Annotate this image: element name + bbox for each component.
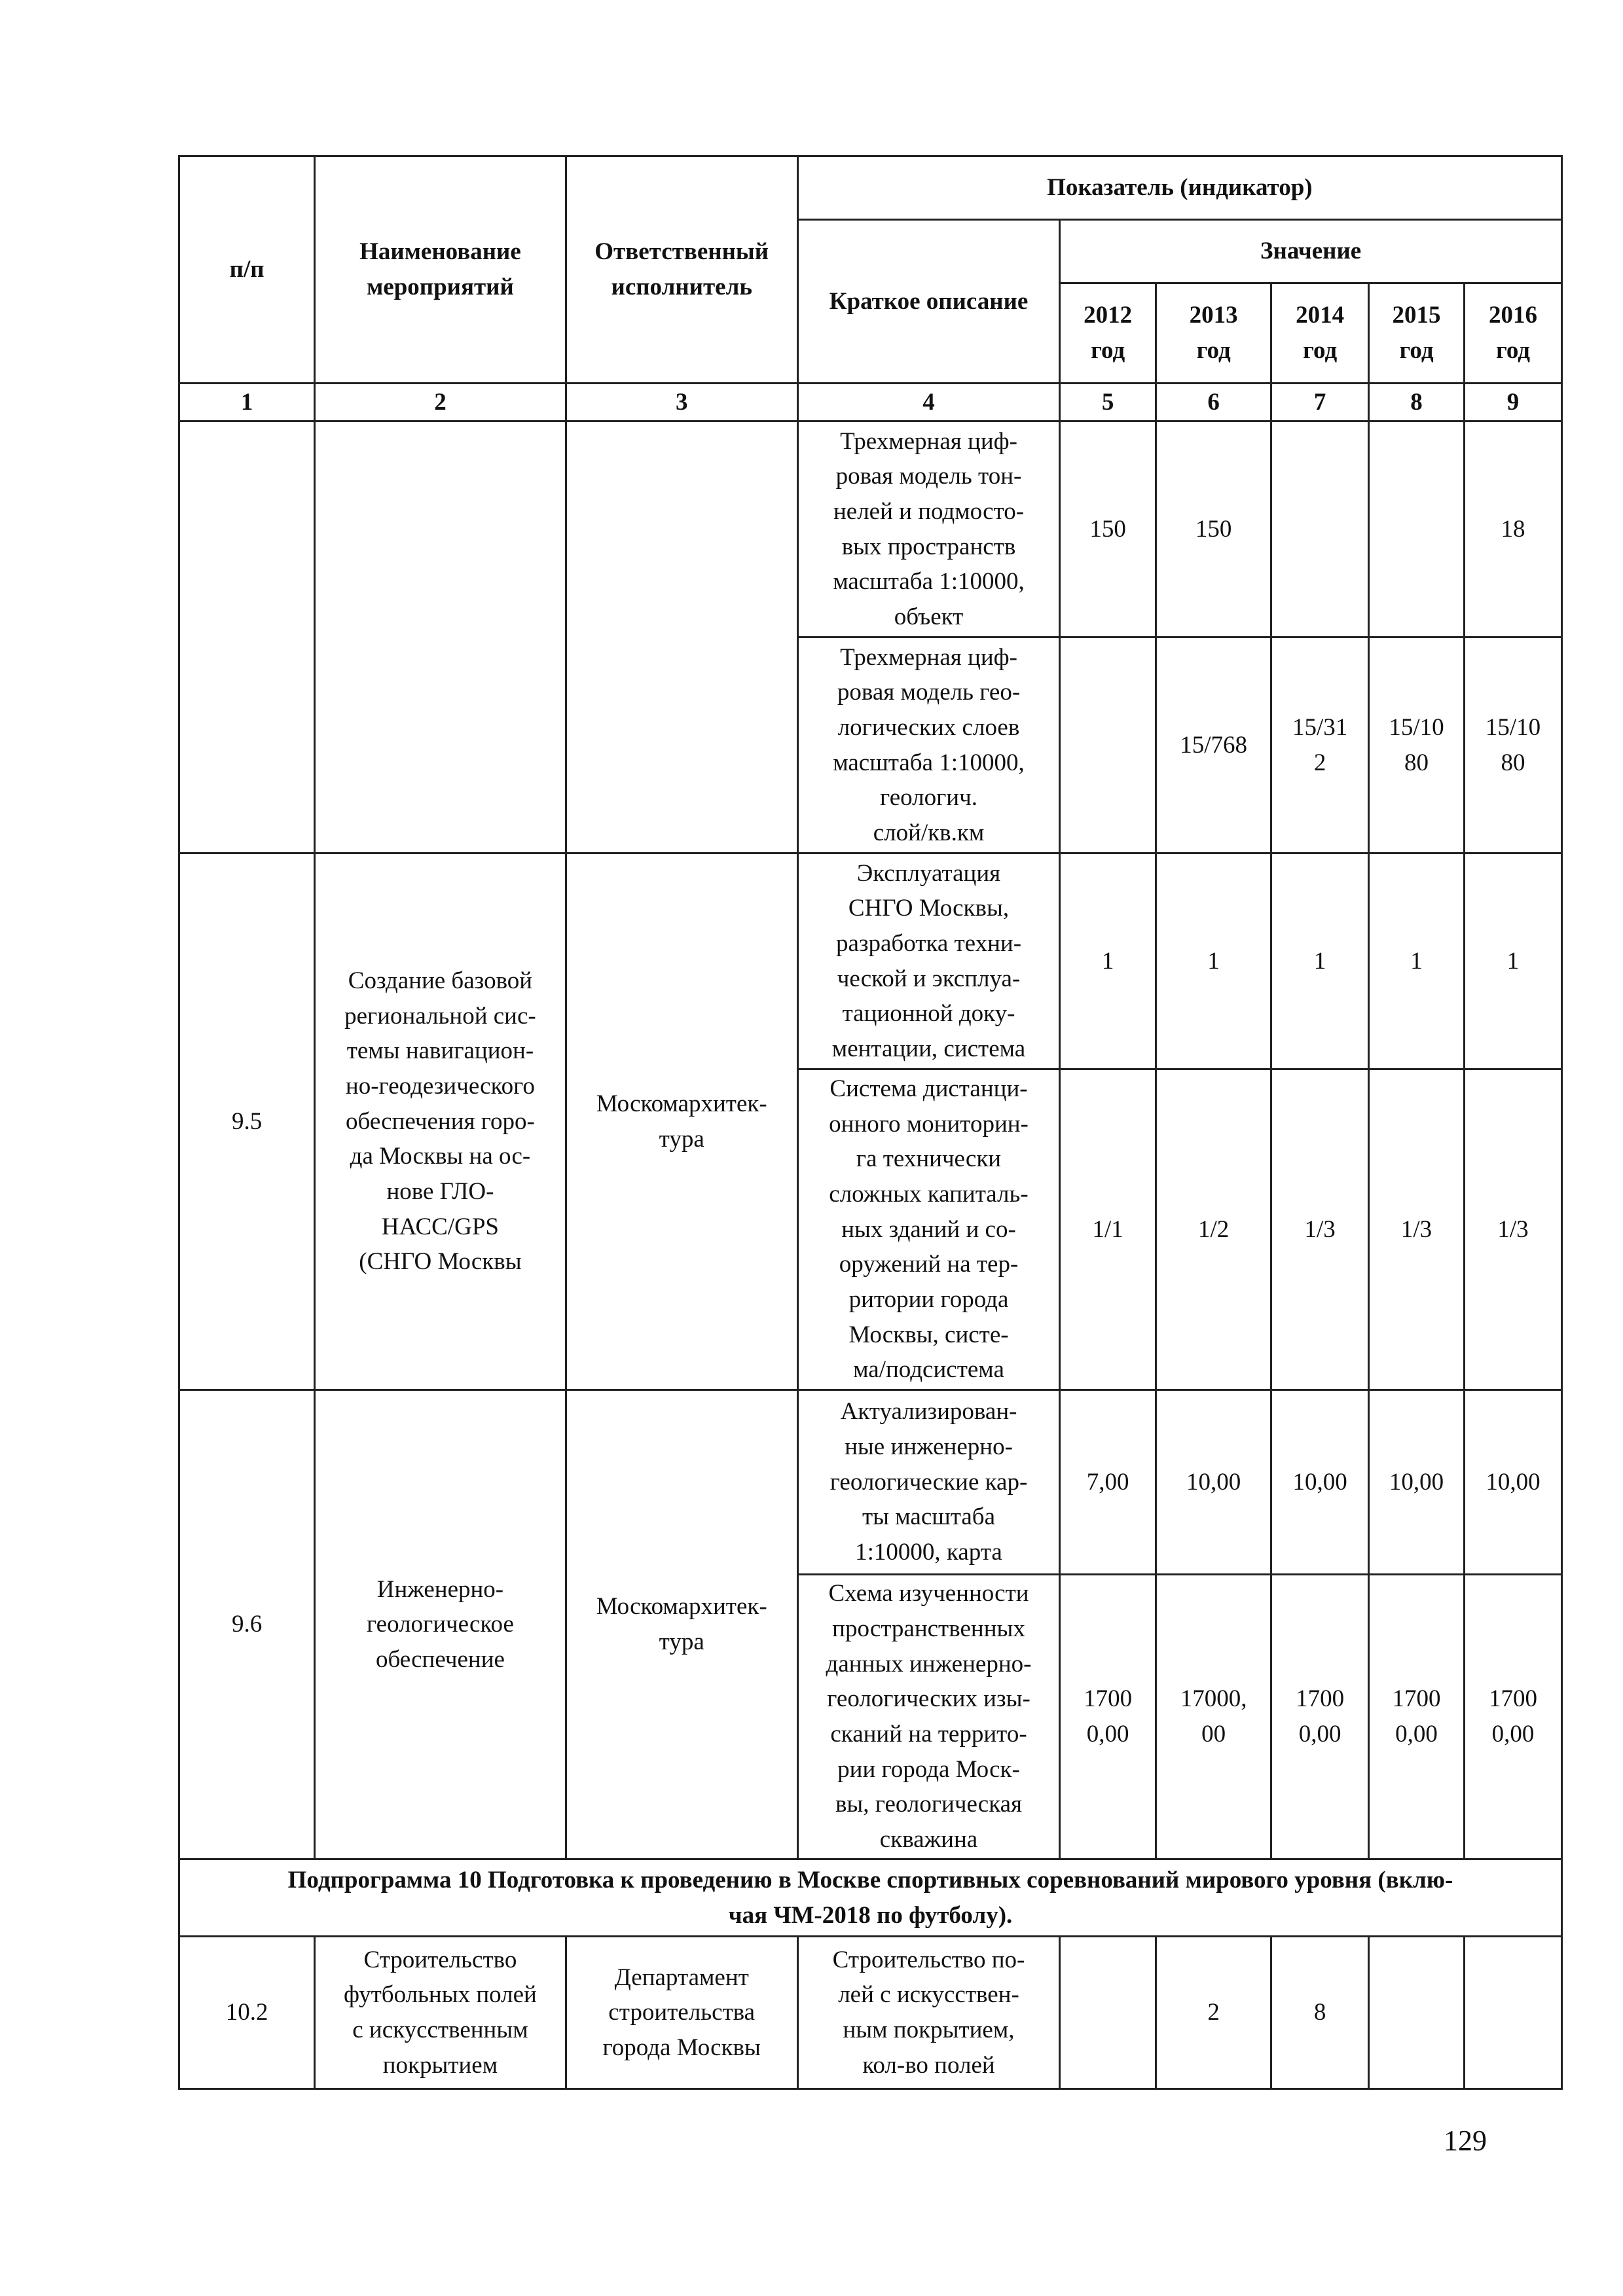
row-pp: 9.5 — [179, 853, 315, 1390]
indicator-description: Актуализирован- ные инженерно- геологические кар- ты масштаба 1:10000, карта — [797, 1390, 1059, 1575]
column-number: 7 — [1271, 384, 1369, 422]
column-number: 1 — [179, 384, 315, 422]
indicator-description: Строительство по- лей с искусствен- ным покрытием, кол-во полей — [797, 1937, 1059, 2089]
page-number: 129 — [1444, 2125, 1487, 2157]
column-number: 3 — [566, 384, 797, 422]
indicator-value: 2 — [1156, 1937, 1271, 2089]
row-executor — [566, 422, 797, 853]
indicator-value: 1/2 — [1156, 1069, 1271, 1390]
header-year: 2014 год — [1271, 283, 1369, 384]
row-pp — [179, 422, 315, 853]
indicator-value: 1 — [1465, 853, 1562, 1069]
column-number: 5 — [1060, 384, 1156, 422]
indicator-value: 10,00 — [1465, 1390, 1562, 1575]
row-name — [315, 422, 566, 853]
row-executor: Департамент строительства города Москвы — [566, 1937, 797, 2089]
row-name: Инженерно- геологическое обеспечение — [315, 1390, 566, 1859]
subprogram-title: Подпрограмма 10 Подготовка к проведению в Москве спортивных соревнований мирового уровня (вклю- чая ЧМ-2018 по футболу). — [179, 1859, 1562, 1937]
column-number: 6 — [1156, 384, 1271, 422]
column-number: 4 — [797, 384, 1059, 422]
indicator-value: 1 — [1369, 853, 1465, 1069]
header-value: Значение — [1060, 220, 1562, 283]
indicator-value — [1369, 422, 1465, 637]
table-row — [179, 422, 1562, 637]
indicator-description: Система дистанци- онного мониторин- га технически сложных капиталь- ных зданий и со- оружений на тер- ритории города Москвы, систе- ма/подсистема — [797, 1069, 1059, 1390]
indicator-value — [1369, 1937, 1465, 2089]
indicator-value: 1 — [1156, 853, 1271, 1069]
indicator-value: 1700 0,00 — [1465, 1575, 1562, 1859]
indicator-value — [1060, 1937, 1156, 2089]
header-pp: п/п — [179, 156, 315, 384]
column-numbers-row — [179, 384, 1562, 422]
indicator-value: 18 — [1465, 422, 1562, 637]
column-number: 8 — [1369, 384, 1465, 422]
indicator-description: Трехмерная циф- ровая модель тон- нелей и подмосто- вых пространств масштаба 1:10000, объект — [797, 422, 1059, 637]
indicator-value: 1700 0,00 — [1271, 1575, 1369, 1859]
indicator-description: Трехмерная циф- ровая модель гео- логических слоев масштаба 1:10000, геологич. слой/кв.км — [797, 637, 1059, 853]
indicator-value — [1271, 422, 1369, 637]
indicator-value — [1465, 1937, 1562, 2089]
header-indicator: Показатель (индикатор) — [797, 156, 1561, 220]
indicator-value: 150 — [1060, 422, 1156, 637]
row-executor: Москомархитек- тура — [566, 853, 797, 1390]
row-name: Создание базовой региональной сис- темы навигацион- но-геодезического обеспечения горо- да Москвы на ос- нове ГЛО- НАСС/GPS (СНГО Москвы — [315, 853, 566, 1390]
row-name: Строительство футбольных полей с искусственным покрытием — [315, 1937, 566, 2089]
column-number: 9 — [1465, 384, 1562, 422]
header-year: 2016 год — [1465, 283, 1562, 384]
indicator-value: 1 — [1271, 853, 1369, 1069]
indicator-description: Эксплуатация СНГО Москвы, разработка техни- ческой и эксплуа- тационной доку- ментации, система — [797, 853, 1059, 1069]
indicator-value: 10,00 — [1271, 1390, 1369, 1575]
row-pp: 10.2 — [179, 1937, 315, 2089]
column-number: 2 — [315, 384, 566, 422]
indicator-value: 15/31 2 — [1271, 637, 1369, 853]
indicator-value: 1 — [1060, 853, 1156, 1069]
indicator-value: 1/3 — [1369, 1069, 1465, 1390]
indicator-value: 7,00 — [1060, 1390, 1156, 1575]
row-pp: 9.6 — [179, 1390, 315, 1859]
indicator-value: 15/10 80 — [1465, 637, 1562, 853]
indicator-value: 8 — [1271, 1937, 1369, 2089]
table-row — [179, 1937, 1562, 2089]
table-row — [179, 1390, 1562, 1575]
header-year: 2015 год — [1369, 283, 1465, 384]
indicators-table — [178, 155, 1563, 2090]
header-name: Наименование мероприятий — [315, 156, 566, 384]
indicator-description: Схема изученности пространственных данных инженерно- геологических изы- сканий на террито- рии города Моск- вы, геологическая скважина — [797, 1575, 1059, 1859]
header-description: Краткое описание — [797, 220, 1059, 384]
indicator-value: 1/1 — [1060, 1069, 1156, 1390]
indicator-value: 10,00 — [1369, 1390, 1465, 1575]
indicator-value: 1/3 — [1465, 1069, 1562, 1390]
table-header — [179, 156, 1562, 384]
indicator-value: 1700 0,00 — [1060, 1575, 1156, 1859]
indicator-value: 17000, 00 — [1156, 1575, 1271, 1859]
indicator-value: 10,00 — [1156, 1390, 1271, 1575]
table-row — [179, 853, 1562, 1069]
indicator-value: 1/3 — [1271, 1069, 1369, 1390]
indicator-value — [1060, 637, 1156, 853]
header-year: 2012 год — [1060, 283, 1156, 384]
row-executor: Москомархитек- тура — [566, 1390, 797, 1859]
header-executor: Ответственный исполнитель — [566, 156, 797, 384]
subprogram-row — [179, 1859, 1562, 1937]
indicator-value: 1700 0,00 — [1369, 1575, 1465, 1859]
header-year: 2013 год — [1156, 283, 1271, 384]
indicator-value: 15/768 — [1156, 637, 1271, 853]
indicator-value: 150 — [1156, 422, 1271, 637]
indicator-value: 15/10 80 — [1369, 637, 1465, 853]
